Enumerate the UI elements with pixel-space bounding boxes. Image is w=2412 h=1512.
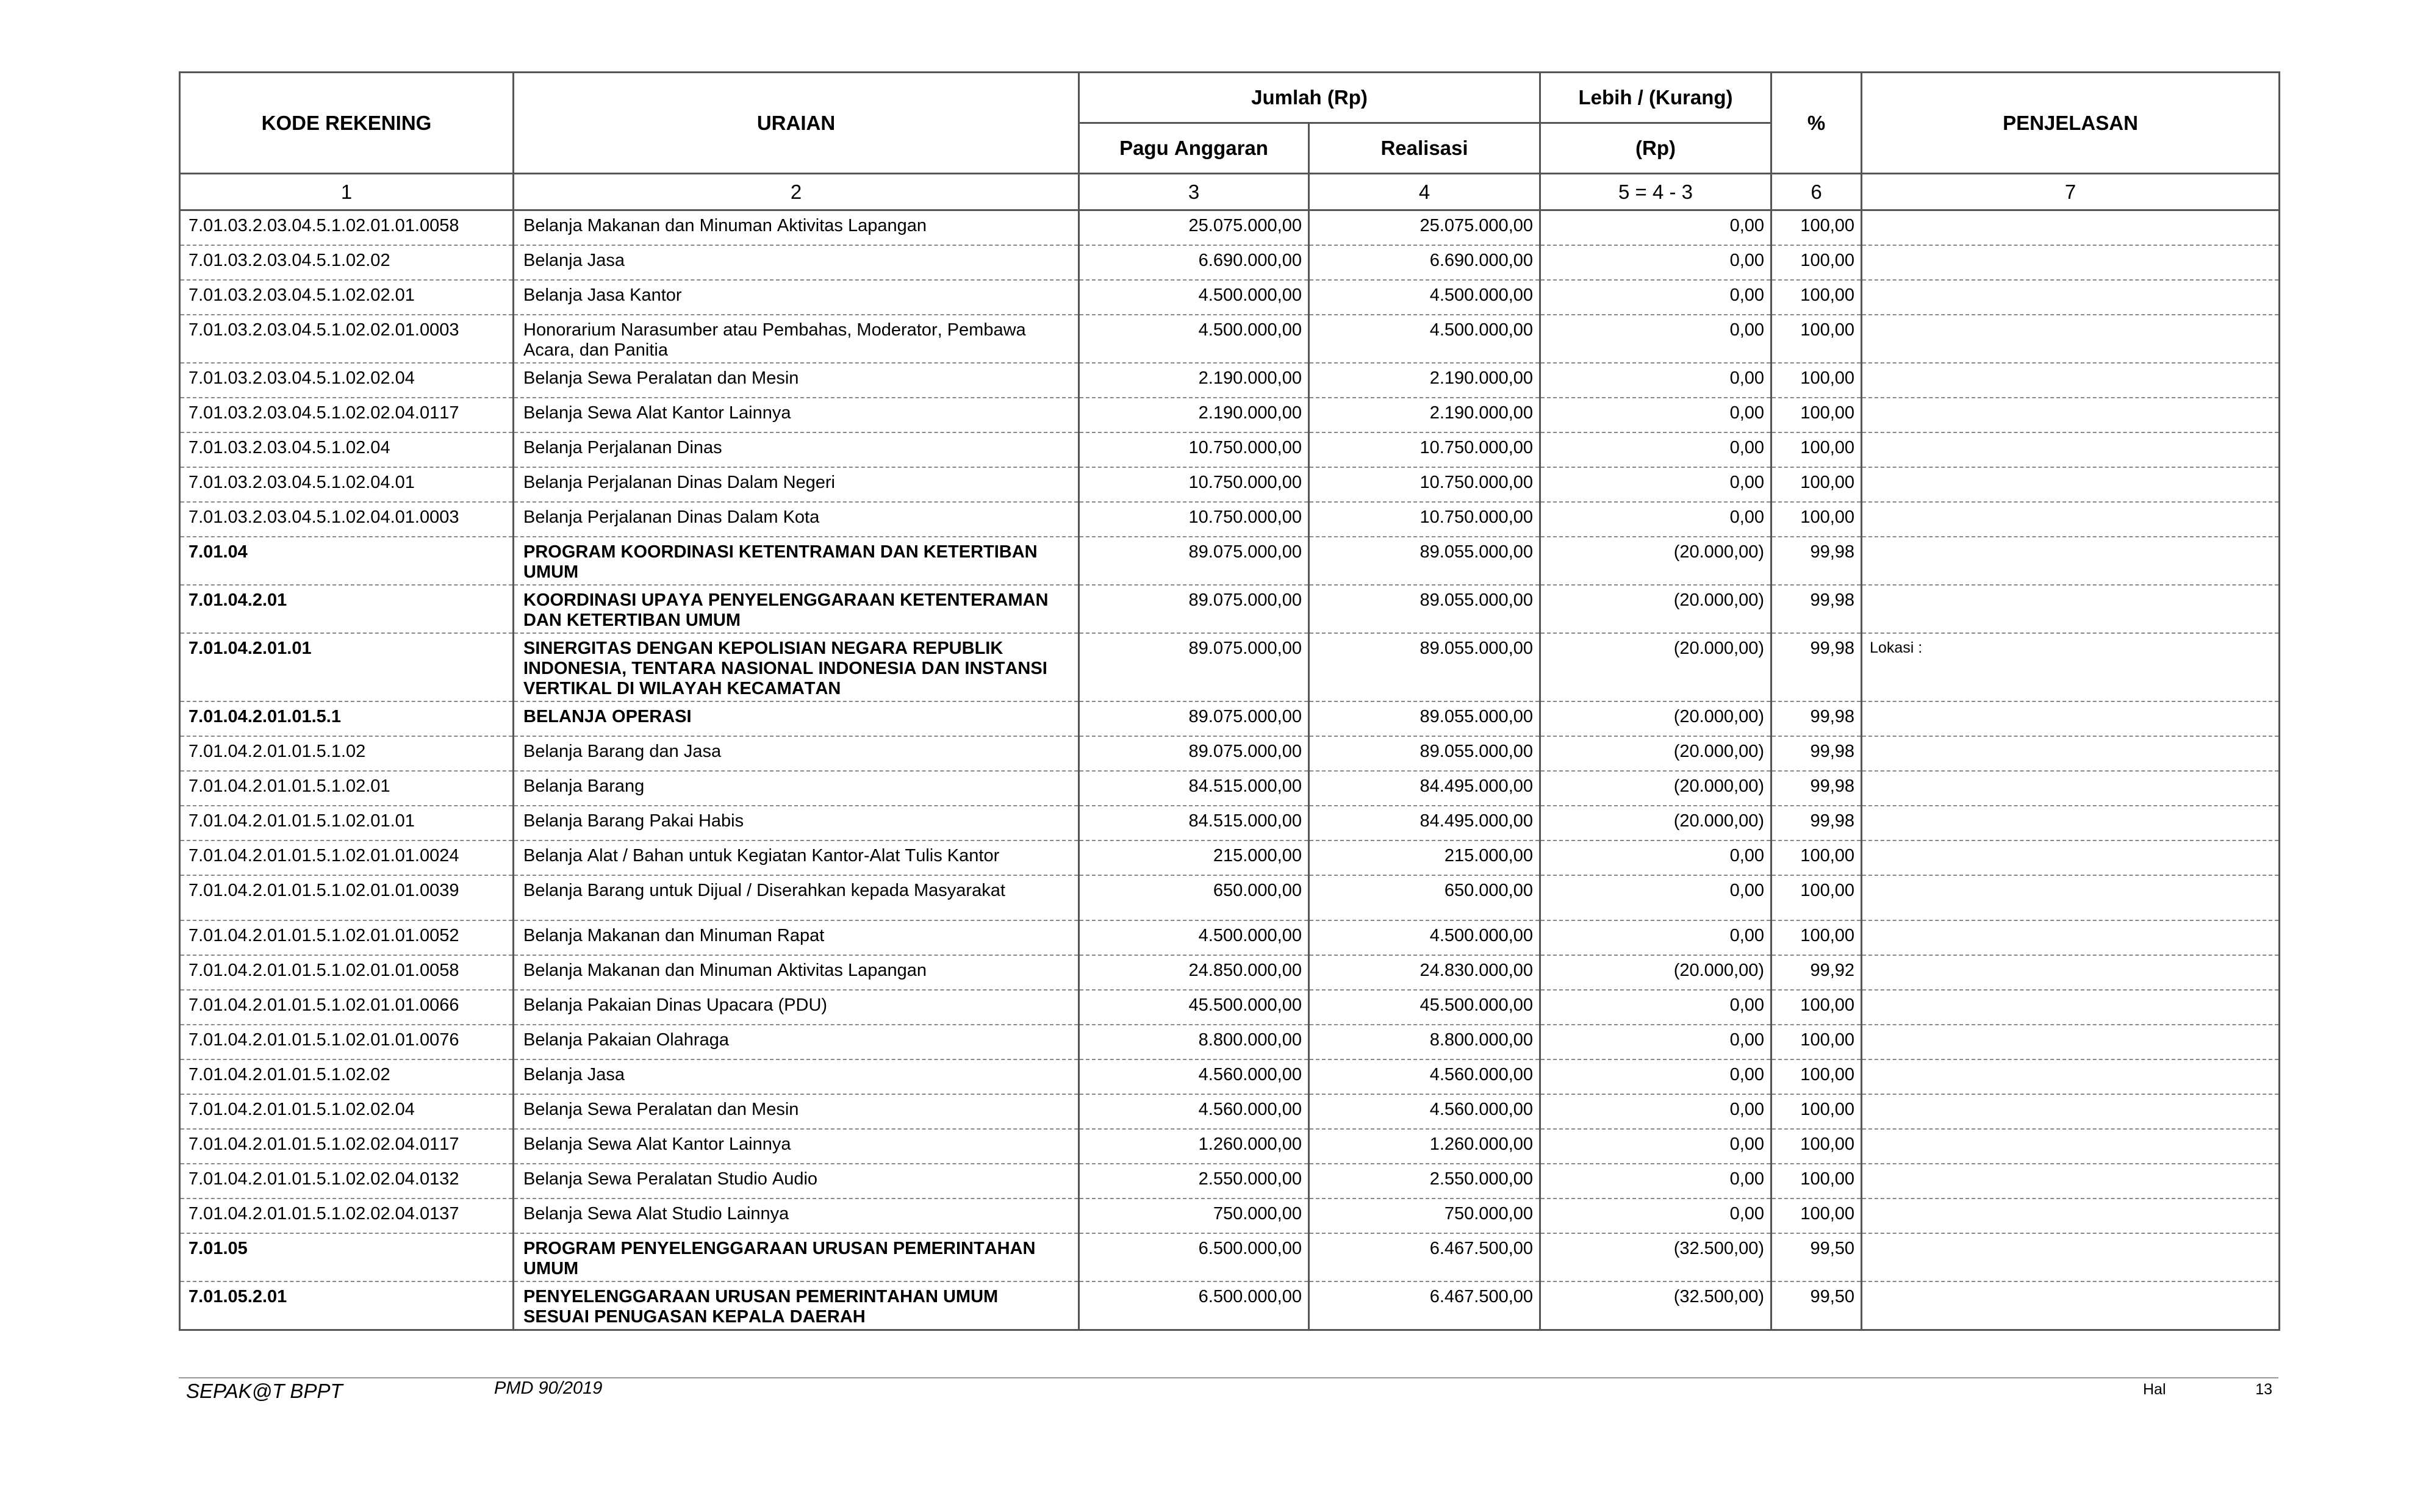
cell-penjelasan	[1862, 1164, 2280, 1198]
budget-realization-table	[179, 71, 2280, 1331]
table-row	[180, 1059, 2280, 1094]
cell-lebih-kurang: 0,00	[1540, 467, 1771, 502]
cell-lebih-kurang: 0,00	[1540, 990, 1771, 1025]
cell-uraian: Belanja Perjalanan Dinas	[514, 432, 1079, 467]
cell-realisasi: 4.560.000,00	[1309, 1094, 1540, 1129]
cell-uraian: KOORDINASI UPAYA PENYELENGGARAAN KETENTERAMAN DAN KETERTIBAN UMUM	[514, 585, 1079, 633]
table-row	[180, 1129, 2280, 1164]
cell-uraian: Belanja Alat / Bahan untuk Kegiatan Kantor-Alat Tulis Kantor	[514, 840, 1079, 875]
column-number: 4	[1309, 174, 1540, 210]
table-row	[180, 806, 2280, 840]
cell-kode-rekening: 7.01.03.2.03.04.5.1.02.02.01.0003	[180, 315, 514, 363]
cell-kode-rekening: 7.01.04.2.01.01.5.1.02.01.01.0076	[180, 1025, 514, 1059]
cell-persen: 100,00	[1771, 875, 1862, 920]
table-row	[180, 920, 2280, 955]
table-header	[180, 73, 2280, 210]
cell-kode-rekening: 7.01.03.2.03.04.5.1.02.04	[180, 432, 514, 467]
cell-persen: 100,00	[1771, 1059, 1862, 1094]
cell-penjelasan: Lokasi :	[1862, 633, 2280, 701]
cell-persen: 100,00	[1771, 1129, 1862, 1164]
table-row	[180, 990, 2280, 1025]
cell-lebih-kurang: (20.000,00)	[1540, 736, 1771, 771]
cell-uraian: Belanja Makanan dan Minuman Aktivitas Lapangan	[514, 210, 1079, 245]
table-body	[180, 210, 2280, 1330]
cell-penjelasan	[1862, 1059, 2280, 1094]
table-row	[180, 771, 2280, 806]
cell-pagu-anggaran: 4.500.000,00	[1079, 280, 1309, 315]
cell-pagu-anggaran: 89.075.000,00	[1079, 537, 1309, 585]
cell-lebih-kurang: 0,00	[1540, 432, 1771, 467]
cell-uraian: Honorarium Narasumber atau Pembahas, Moderator, Pembawa Acara, dan Panitia	[514, 315, 1079, 363]
cell-penjelasan	[1862, 363, 2280, 398]
column-number: 7	[1862, 174, 2280, 210]
table-row	[180, 315, 2280, 363]
cell-lebih-kurang: (20.000,00)	[1540, 955, 1771, 990]
cell-uraian: Belanja Sewa Alat Studio Lainnya	[514, 1198, 1079, 1233]
cell-pagu-anggaran: 10.750.000,00	[1079, 467, 1309, 502]
cell-lebih-kurang: 0,00	[1540, 1164, 1771, 1198]
table-row	[180, 1233, 2280, 1281]
cell-pagu-anggaran: 6.500.000,00	[1079, 1233, 1309, 1281]
cell-uraian: Belanja Jasa Kantor	[514, 280, 1079, 315]
cell-penjelasan	[1862, 537, 2280, 585]
cell-lebih-kurang: 0,00	[1540, 280, 1771, 315]
cell-pagu-anggaran: 6.690.000,00	[1079, 245, 1309, 280]
cell-penjelasan	[1862, 432, 2280, 467]
table-row	[180, 1094, 2280, 1129]
cell-persen: 100,00	[1771, 467, 1862, 502]
cell-persen: 100,00	[1771, 398, 1862, 432]
cell-lebih-kurang: 0,00	[1540, 875, 1771, 920]
cell-kode-rekening: 7.01.04.2.01.01.5.1.02.01.01.0024	[180, 840, 514, 875]
cell-kode-rekening: 7.01.04.2.01.01.5.1.02.01.01.0052	[180, 920, 514, 955]
cell-uraian: SINERGITAS DENGAN KEPOLISIAN NEGARA REPUBLIK INDONESIA, TENTARA NASIONAL INDONESIA DAN INSTANSI VERTIKAL DI WILAYAH KECAMATAN	[514, 633, 1079, 701]
table-row	[180, 245, 2280, 280]
cell-penjelasan	[1862, 875, 2280, 920]
header-persen: %	[1771, 73, 1862, 174]
cell-persen: 99,92	[1771, 955, 1862, 990]
cell-realisasi: 4.500.000,00	[1309, 315, 1540, 363]
cell-persen: 100,00	[1771, 1025, 1862, 1059]
footer-regulation: PMD 90/2019	[494, 1378, 603, 1398]
cell-penjelasan	[1862, 245, 2280, 280]
table-row	[180, 1025, 2280, 1059]
cell-penjelasan	[1862, 585, 2280, 633]
cell-pagu-anggaran: 2.190.000,00	[1079, 398, 1309, 432]
cell-uraian: Belanja Barang untuk Dijual / Diserahkan kepada Masyarakat	[514, 875, 1079, 920]
table-row	[180, 701, 2280, 736]
cell-lebih-kurang: 0,00	[1540, 398, 1771, 432]
cell-lebih-kurang: (32.500,00)	[1540, 1233, 1771, 1281]
cell-kode-rekening: 7.01.04.2.01.01.5.1.02.01.01.0039	[180, 875, 514, 920]
cell-kode-rekening: 7.01.04.2.01	[180, 585, 514, 633]
cell-realisasi: 89.055.000,00	[1309, 585, 1540, 633]
cell-kode-rekening: 7.01.04.2.01.01.5.1.02.01	[180, 771, 514, 806]
cell-realisasi: 10.750.000,00	[1309, 502, 1540, 537]
cell-lebih-kurang: 0,00	[1540, 1198, 1771, 1233]
cell-kode-rekening: 7.01.04.2.01.01.5.1.02.02	[180, 1059, 514, 1094]
cell-pagu-anggaran: 215.000,00	[1079, 840, 1309, 875]
cell-penjelasan	[1862, 701, 2280, 736]
cell-persen: 99,50	[1771, 1233, 1862, 1281]
cell-uraian: Belanja Sewa Peralatan dan Mesin	[514, 1094, 1079, 1129]
table-row	[180, 398, 2280, 432]
cell-pagu-anggaran: 89.075.000,00	[1079, 736, 1309, 771]
cell-pagu-anggaran: 45.500.000,00	[1079, 990, 1309, 1025]
cell-lebih-kurang: (20.000,00)	[1540, 633, 1771, 701]
cell-persen: 100,00	[1771, 363, 1862, 398]
header-uraian: URAIAN	[514, 73, 1079, 174]
cell-persen: 100,00	[1771, 432, 1862, 467]
cell-realisasi: 8.800.000,00	[1309, 1025, 1540, 1059]
table-row	[180, 363, 2280, 398]
cell-realisasi: 2.190.000,00	[1309, 363, 1540, 398]
table-row	[180, 280, 2280, 315]
cell-penjelasan	[1862, 280, 2280, 315]
cell-uraian: PROGRAM KOORDINASI KETENTRAMAN DAN KETERTIBAN UMUM	[514, 537, 1079, 585]
cell-persen: 100,00	[1771, 1094, 1862, 1129]
cell-persen: 99,50	[1771, 1281, 1862, 1330]
cell-penjelasan	[1862, 398, 2280, 432]
table-row	[180, 955, 2280, 990]
table-row	[180, 736, 2280, 771]
cell-lebih-kurang: 0,00	[1540, 1025, 1771, 1059]
cell-kode-rekening: 7.01.04.2.01.01.5.1.02	[180, 736, 514, 771]
cell-penjelasan	[1862, 1094, 2280, 1129]
table-row	[180, 210, 2280, 245]
cell-pagu-anggaran: 4.500.000,00	[1079, 315, 1309, 363]
cell-pagu-anggaran: 6.500.000,00	[1079, 1281, 1309, 1330]
cell-pagu-anggaran: 89.075.000,00	[1079, 585, 1309, 633]
cell-kode-rekening: 7.01.04.2.01.01.5.1.02.01.01.0058	[180, 955, 514, 990]
cell-uraian: PROGRAM PENYELENGGARAAN URUSAN PEMERINTAHAN UMUM	[514, 1233, 1079, 1281]
cell-persen: 100,00	[1771, 990, 1862, 1025]
cell-realisasi: 4.500.000,00	[1309, 920, 1540, 955]
cell-uraian: Belanja Makanan dan Minuman Aktivitas Lapangan	[514, 955, 1079, 990]
cell-uraian: Belanja Sewa Peralatan Studio Audio	[514, 1164, 1079, 1198]
cell-kode-rekening: 7.01.03.2.03.04.5.1.02.02.04.0117	[180, 398, 514, 432]
cell-pagu-anggaran: 89.075.000,00	[1079, 633, 1309, 701]
header-kode-rekening: KODE REKENING	[180, 73, 514, 174]
cell-persen: 100,00	[1771, 280, 1862, 315]
header-jumlah: Jumlah (Rp)	[1079, 73, 1540, 123]
cell-lebih-kurang: 0,00	[1540, 840, 1771, 875]
cell-lebih-kurang: 0,00	[1540, 1059, 1771, 1094]
cell-uraian: Belanja Perjalanan Dinas Dalam Negeri	[514, 467, 1079, 502]
cell-penjelasan	[1862, 806, 2280, 840]
cell-pagu-anggaran: 10.750.000,00	[1079, 432, 1309, 467]
cell-kode-rekening: 7.01.04.2.01.01.5.1.02.02.04.0117	[180, 1129, 514, 1164]
cell-pagu-anggaran: 4.500.000,00	[1079, 920, 1309, 955]
cell-realisasi: 1.260.000,00	[1309, 1129, 1540, 1164]
cell-lebih-kurang: 0,00	[1540, 1129, 1771, 1164]
cell-realisasi: 45.500.000,00	[1309, 990, 1540, 1025]
cell-kode-rekening: 7.01.03.2.03.04.5.1.02.04.01	[180, 467, 514, 502]
cell-uraian: PENYELENGGARAAN URUSAN PEMERINTAHAN UMUM SESUAI PENUGASAN KEPALA DAERAH	[514, 1281, 1079, 1330]
cell-persen: 99,98	[1771, 806, 1862, 840]
cell-pagu-anggaran: 8.800.000,00	[1079, 1025, 1309, 1059]
cell-persen: 99,98	[1771, 585, 1862, 633]
column-number-row	[180, 174, 2280, 210]
cell-persen: 99,98	[1771, 771, 1862, 806]
cell-persen: 100,00	[1771, 1164, 1862, 1198]
table-row	[180, 585, 2280, 633]
cell-persen: 100,00	[1771, 245, 1862, 280]
cell-realisasi: 4.560.000,00	[1309, 1059, 1540, 1094]
cell-pagu-anggaran: 750.000,00	[1079, 1198, 1309, 1233]
cell-penjelasan	[1862, 210, 2280, 245]
cell-pagu-anggaran: 84.515.000,00	[1079, 806, 1309, 840]
cell-lebih-kurang: (20.000,00)	[1540, 537, 1771, 585]
cell-lebih-kurang: 0,00	[1540, 1094, 1771, 1129]
cell-penjelasan	[1862, 771, 2280, 806]
cell-kode-rekening: 7.01.04.2.01.01	[180, 633, 514, 701]
cell-pagu-anggaran: 2.190.000,00	[1079, 363, 1309, 398]
cell-lebih-kurang: 0,00	[1540, 245, 1771, 280]
table-row	[180, 1281, 2280, 1330]
cell-penjelasan	[1862, 1129, 2280, 1164]
cell-persen: 99,98	[1771, 736, 1862, 771]
cell-kode-rekening: 7.01.03.2.03.04.5.1.02.02	[180, 245, 514, 280]
cell-realisasi: 6.467.500,00	[1309, 1281, 1540, 1330]
cell-penjelasan	[1862, 840, 2280, 875]
cell-realisasi: 89.055.000,00	[1309, 537, 1540, 585]
cell-lebih-kurang: 0,00	[1540, 315, 1771, 363]
cell-realisasi: 6.690.000,00	[1309, 245, 1540, 280]
table-row	[180, 840, 2280, 875]
cell-realisasi: 24.830.000,00	[1309, 955, 1540, 990]
footer-page-label: Hal	[2143, 1381, 2166, 1398]
cell-realisasi: 650.000,00	[1309, 875, 1540, 920]
cell-persen: 100,00	[1771, 315, 1862, 363]
cell-uraian: Belanja Makanan dan Minuman Rapat	[514, 920, 1079, 955]
cell-penjelasan	[1862, 920, 2280, 955]
header-penjelasan: PENJELASAN	[1862, 73, 2280, 174]
header-lebih-kurang-unit: (Rp)	[1540, 123, 1771, 174]
cell-penjelasan	[1862, 315, 2280, 363]
cell-uraian: Belanja Barang	[514, 771, 1079, 806]
cell-persen: 99,98	[1771, 537, 1862, 585]
cell-kode-rekening: 7.01.04.2.01.01.5.1	[180, 701, 514, 736]
footer-page-number: 13	[2255, 1381, 2272, 1398]
cell-lebih-kurang: 0,00	[1540, 363, 1771, 398]
cell-pagu-anggaran: 25.075.000,00	[1079, 210, 1309, 245]
header-row	[180, 73, 2280, 123]
table-row	[180, 633, 2280, 701]
header-realisasi: Realisasi	[1309, 123, 1540, 174]
cell-pagu-anggaran: 89.075.000,00	[1079, 701, 1309, 736]
cell-uraian: Belanja Sewa Alat Kantor Lainnya	[514, 1129, 1079, 1164]
cell-uraian: Belanja Pakaian Dinas Upacara (PDU)	[514, 990, 1079, 1025]
cell-realisasi: 2.550.000,00	[1309, 1164, 1540, 1198]
header-pagu-anggaran: Pagu Anggaran	[1079, 123, 1309, 174]
cell-kode-rekening: 7.01.04.2.01.01.5.1.02.02.04.0132	[180, 1164, 514, 1198]
cell-lebih-kurang: 0,00	[1540, 210, 1771, 245]
cell-pagu-anggaran: 84.515.000,00	[1079, 771, 1309, 806]
cell-kode-rekening: 7.01.03.2.03.04.5.1.02.01.01.0058	[180, 210, 514, 245]
cell-kode-rekening: 7.01.04.2.01.01.5.1.02.01.01	[180, 806, 514, 840]
cell-lebih-kurang: 0,00	[1540, 502, 1771, 537]
column-number: 3	[1079, 174, 1309, 210]
cell-pagu-anggaran: 1.260.000,00	[1079, 1129, 1309, 1164]
cell-pagu-anggaran: 650.000,00	[1079, 875, 1309, 920]
cell-realisasi: 10.750.000,00	[1309, 432, 1540, 467]
cell-kode-rekening: 7.01.03.2.03.04.5.1.02.02.04	[180, 363, 514, 398]
column-number: 6	[1771, 174, 1862, 210]
cell-kode-rekening: 7.01.04.2.01.01.5.1.02.02.04	[180, 1094, 514, 1129]
cell-realisasi: 10.750.000,00	[1309, 467, 1540, 502]
cell-penjelasan	[1862, 502, 2280, 537]
column-number: 1	[180, 174, 514, 210]
cell-uraian: Belanja Barang dan Jasa	[514, 736, 1079, 771]
cell-uraian: Belanja Jasa	[514, 1059, 1079, 1094]
footer-app-name: SEPAK@T BPPT	[186, 1380, 343, 1402]
cell-realisasi: 2.190.000,00	[1309, 398, 1540, 432]
table-row	[180, 1198, 2280, 1233]
cell-lebih-kurang: (20.000,00)	[1540, 806, 1771, 840]
cell-realisasi: 84.495.000,00	[1309, 806, 1540, 840]
cell-realisasi: 215.000,00	[1309, 840, 1540, 875]
cell-lebih-kurang: (20.000,00)	[1540, 701, 1771, 736]
cell-kode-rekening: 7.01.04	[180, 537, 514, 585]
cell-kode-rekening: 7.01.03.2.03.04.5.1.02.02.01	[180, 280, 514, 315]
cell-kode-rekening: 7.01.04.2.01.01.5.1.02.01.01.0066	[180, 990, 514, 1025]
cell-kode-rekening: 7.01.03.2.03.04.5.1.02.04.01.0003	[180, 502, 514, 537]
cell-persen: 100,00	[1771, 920, 1862, 955]
cell-penjelasan	[1862, 1025, 2280, 1059]
cell-realisasi: 6.467.500,00	[1309, 1233, 1540, 1281]
cell-persen: 100,00	[1771, 1198, 1862, 1233]
cell-kode-rekening: 7.01.05	[180, 1233, 514, 1281]
table-row	[180, 537, 2280, 585]
cell-realisasi: 750.000,00	[1309, 1198, 1540, 1233]
cell-penjelasan	[1862, 1281, 2280, 1330]
cell-lebih-kurang: (32.500,00)	[1540, 1281, 1771, 1330]
cell-penjelasan	[1862, 467, 2280, 502]
cell-realisasi: 89.055.000,00	[1309, 633, 1540, 701]
table-row	[180, 467, 2280, 502]
cell-realisasi: 84.495.000,00	[1309, 771, 1540, 806]
table-row	[180, 432, 2280, 467]
cell-persen: 100,00	[1771, 210, 1862, 245]
cell-uraian: Belanja Sewa Alat Kantor Lainnya	[514, 398, 1079, 432]
header-lebih-kurang: Lebih / (Kurang)	[1540, 73, 1771, 123]
cell-persen: 99,98	[1771, 701, 1862, 736]
cell-penjelasan	[1862, 955, 2280, 990]
table-row	[180, 502, 2280, 537]
cell-pagu-anggaran: 2.550.000,00	[1079, 1164, 1309, 1198]
cell-realisasi: 4.500.000,00	[1309, 280, 1540, 315]
cell-realisasi: 89.055.000,00	[1309, 736, 1540, 771]
cell-pagu-anggaran: 10.750.000,00	[1079, 502, 1309, 537]
table-row	[180, 875, 2280, 920]
column-number: 2	[514, 174, 1079, 210]
cell-pagu-anggaran: 4.560.000,00	[1079, 1059, 1309, 1094]
cell-persen: 100,00	[1771, 502, 1862, 537]
cell-penjelasan	[1862, 1233, 2280, 1281]
cell-realisasi: 25.075.000,00	[1309, 210, 1540, 245]
table-row	[180, 1164, 2280, 1198]
cell-lebih-kurang: (20.000,00)	[1540, 585, 1771, 633]
cell-pagu-anggaran: 24.850.000,00	[1079, 955, 1309, 990]
cell-uraian: Belanja Sewa Peralatan dan Mesin	[514, 363, 1079, 398]
column-number: 5 = 4 - 3	[1540, 174, 1771, 210]
cell-pagu-anggaran: 4.560.000,00	[1079, 1094, 1309, 1129]
cell-uraian: BELANJA OPERASI	[514, 701, 1079, 736]
cell-uraian: Belanja Pakaian Olahraga	[514, 1025, 1079, 1059]
cell-penjelasan	[1862, 736, 2280, 771]
cell-lebih-kurang: 0,00	[1540, 920, 1771, 955]
cell-kode-rekening: 7.01.05.2.01	[180, 1281, 514, 1330]
cell-realisasi: 89.055.000,00	[1309, 701, 1540, 736]
cell-uraian: Belanja Perjalanan Dinas Dalam Kota	[514, 502, 1079, 537]
cell-kode-rekening: 7.01.04.2.01.01.5.1.02.02.04.0137	[180, 1198, 514, 1233]
cell-persen: 99,98	[1771, 633, 1862, 701]
cell-penjelasan	[1862, 990, 2280, 1025]
cell-uraian: Belanja Jasa	[514, 245, 1079, 280]
cell-penjelasan	[1862, 1198, 2280, 1233]
cell-lebih-kurang: (20.000,00)	[1540, 771, 1771, 806]
cell-persen: 100,00	[1771, 840, 1862, 875]
cell-uraian: Belanja Barang Pakai Habis	[514, 806, 1079, 840]
